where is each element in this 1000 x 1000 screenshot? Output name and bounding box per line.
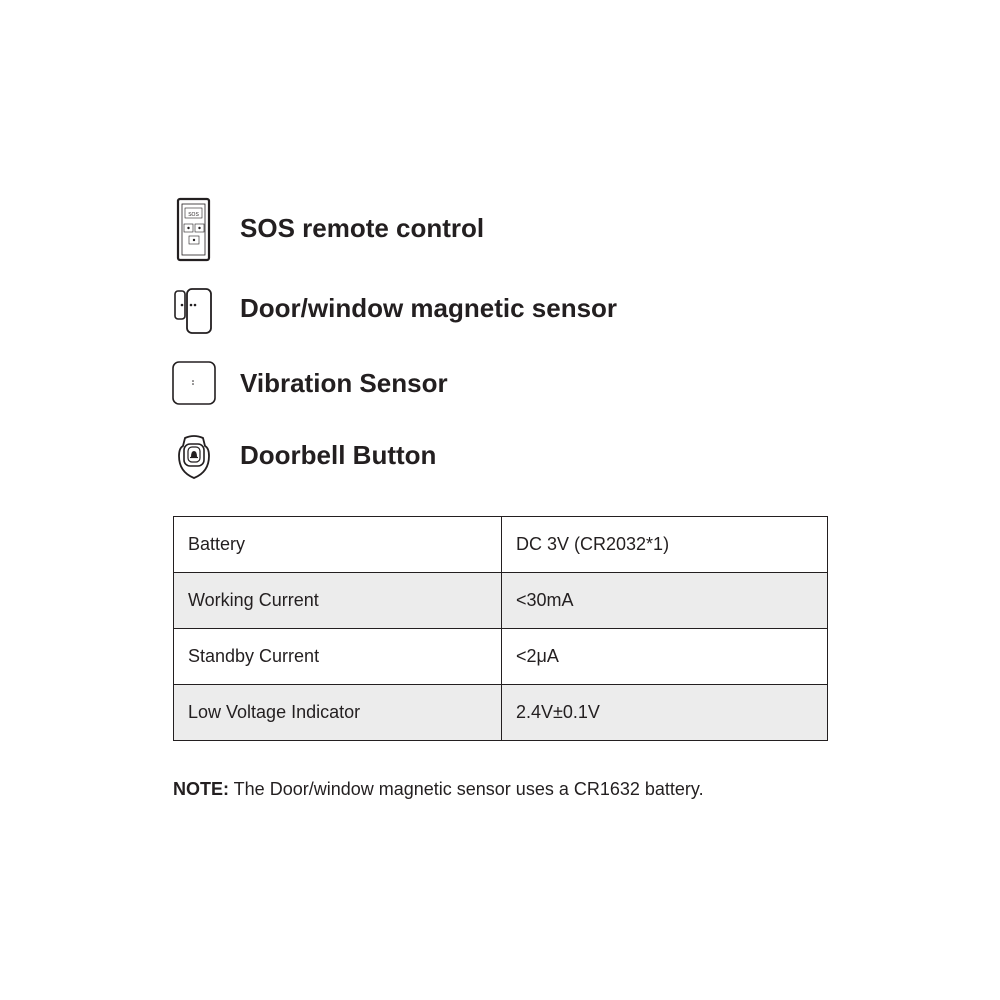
sos-remote-control-icon	[176, 197, 212, 263]
table-cell-parameter: Low Voltage Indicator	[174, 685, 502, 741]
svg-text:SOS: SOS	[188, 212, 199, 218]
device-label: Doorbell Button	[240, 440, 437, 470]
table-row	[174, 685, 828, 741]
device-item-vibration-sensor	[0, 360, 1000, 430]
table-cell-parameter: Standby Current	[174, 629, 502, 685]
table-cell-parameter: Working Current	[174, 573, 502, 629]
spec-table	[173, 516, 828, 741]
device-item-doorbell-button	[0, 432, 1000, 502]
device-item-door-window-sensor	[0, 285, 1000, 355]
table-cell-value: DC 3V (CR2032*1)	[502, 517, 828, 573]
vibration-sensor-icon	[171, 360, 217, 406]
table-cell-value: 2.4V±0.1V	[502, 685, 828, 741]
device-label: Door/window magnetic sensor	[240, 293, 618, 323]
table-row	[174, 629, 828, 685]
doorbell-button-icon	[177, 434, 211, 480]
note-text: The Door/window magnetic sensor uses a CR1632 battery.	[229, 779, 704, 799]
table-cell-parameter: Battery	[174, 517, 502, 573]
note-prefix: NOTE:	[173, 779, 229, 799]
device-item-sos-remote	[0, 195, 1000, 265]
table-row	[174, 573, 828, 629]
table-row	[174, 517, 828, 573]
door-window-sensor-icon	[172, 287, 214, 335]
table-cell-value: <2μA	[502, 629, 828, 685]
note	[173, 779, 704, 800]
device-label: SOS remote control	[240, 213, 485, 243]
table-cell-value: <30mA	[502, 573, 828, 629]
device-label: Vibration Sensor	[240, 368, 448, 398]
